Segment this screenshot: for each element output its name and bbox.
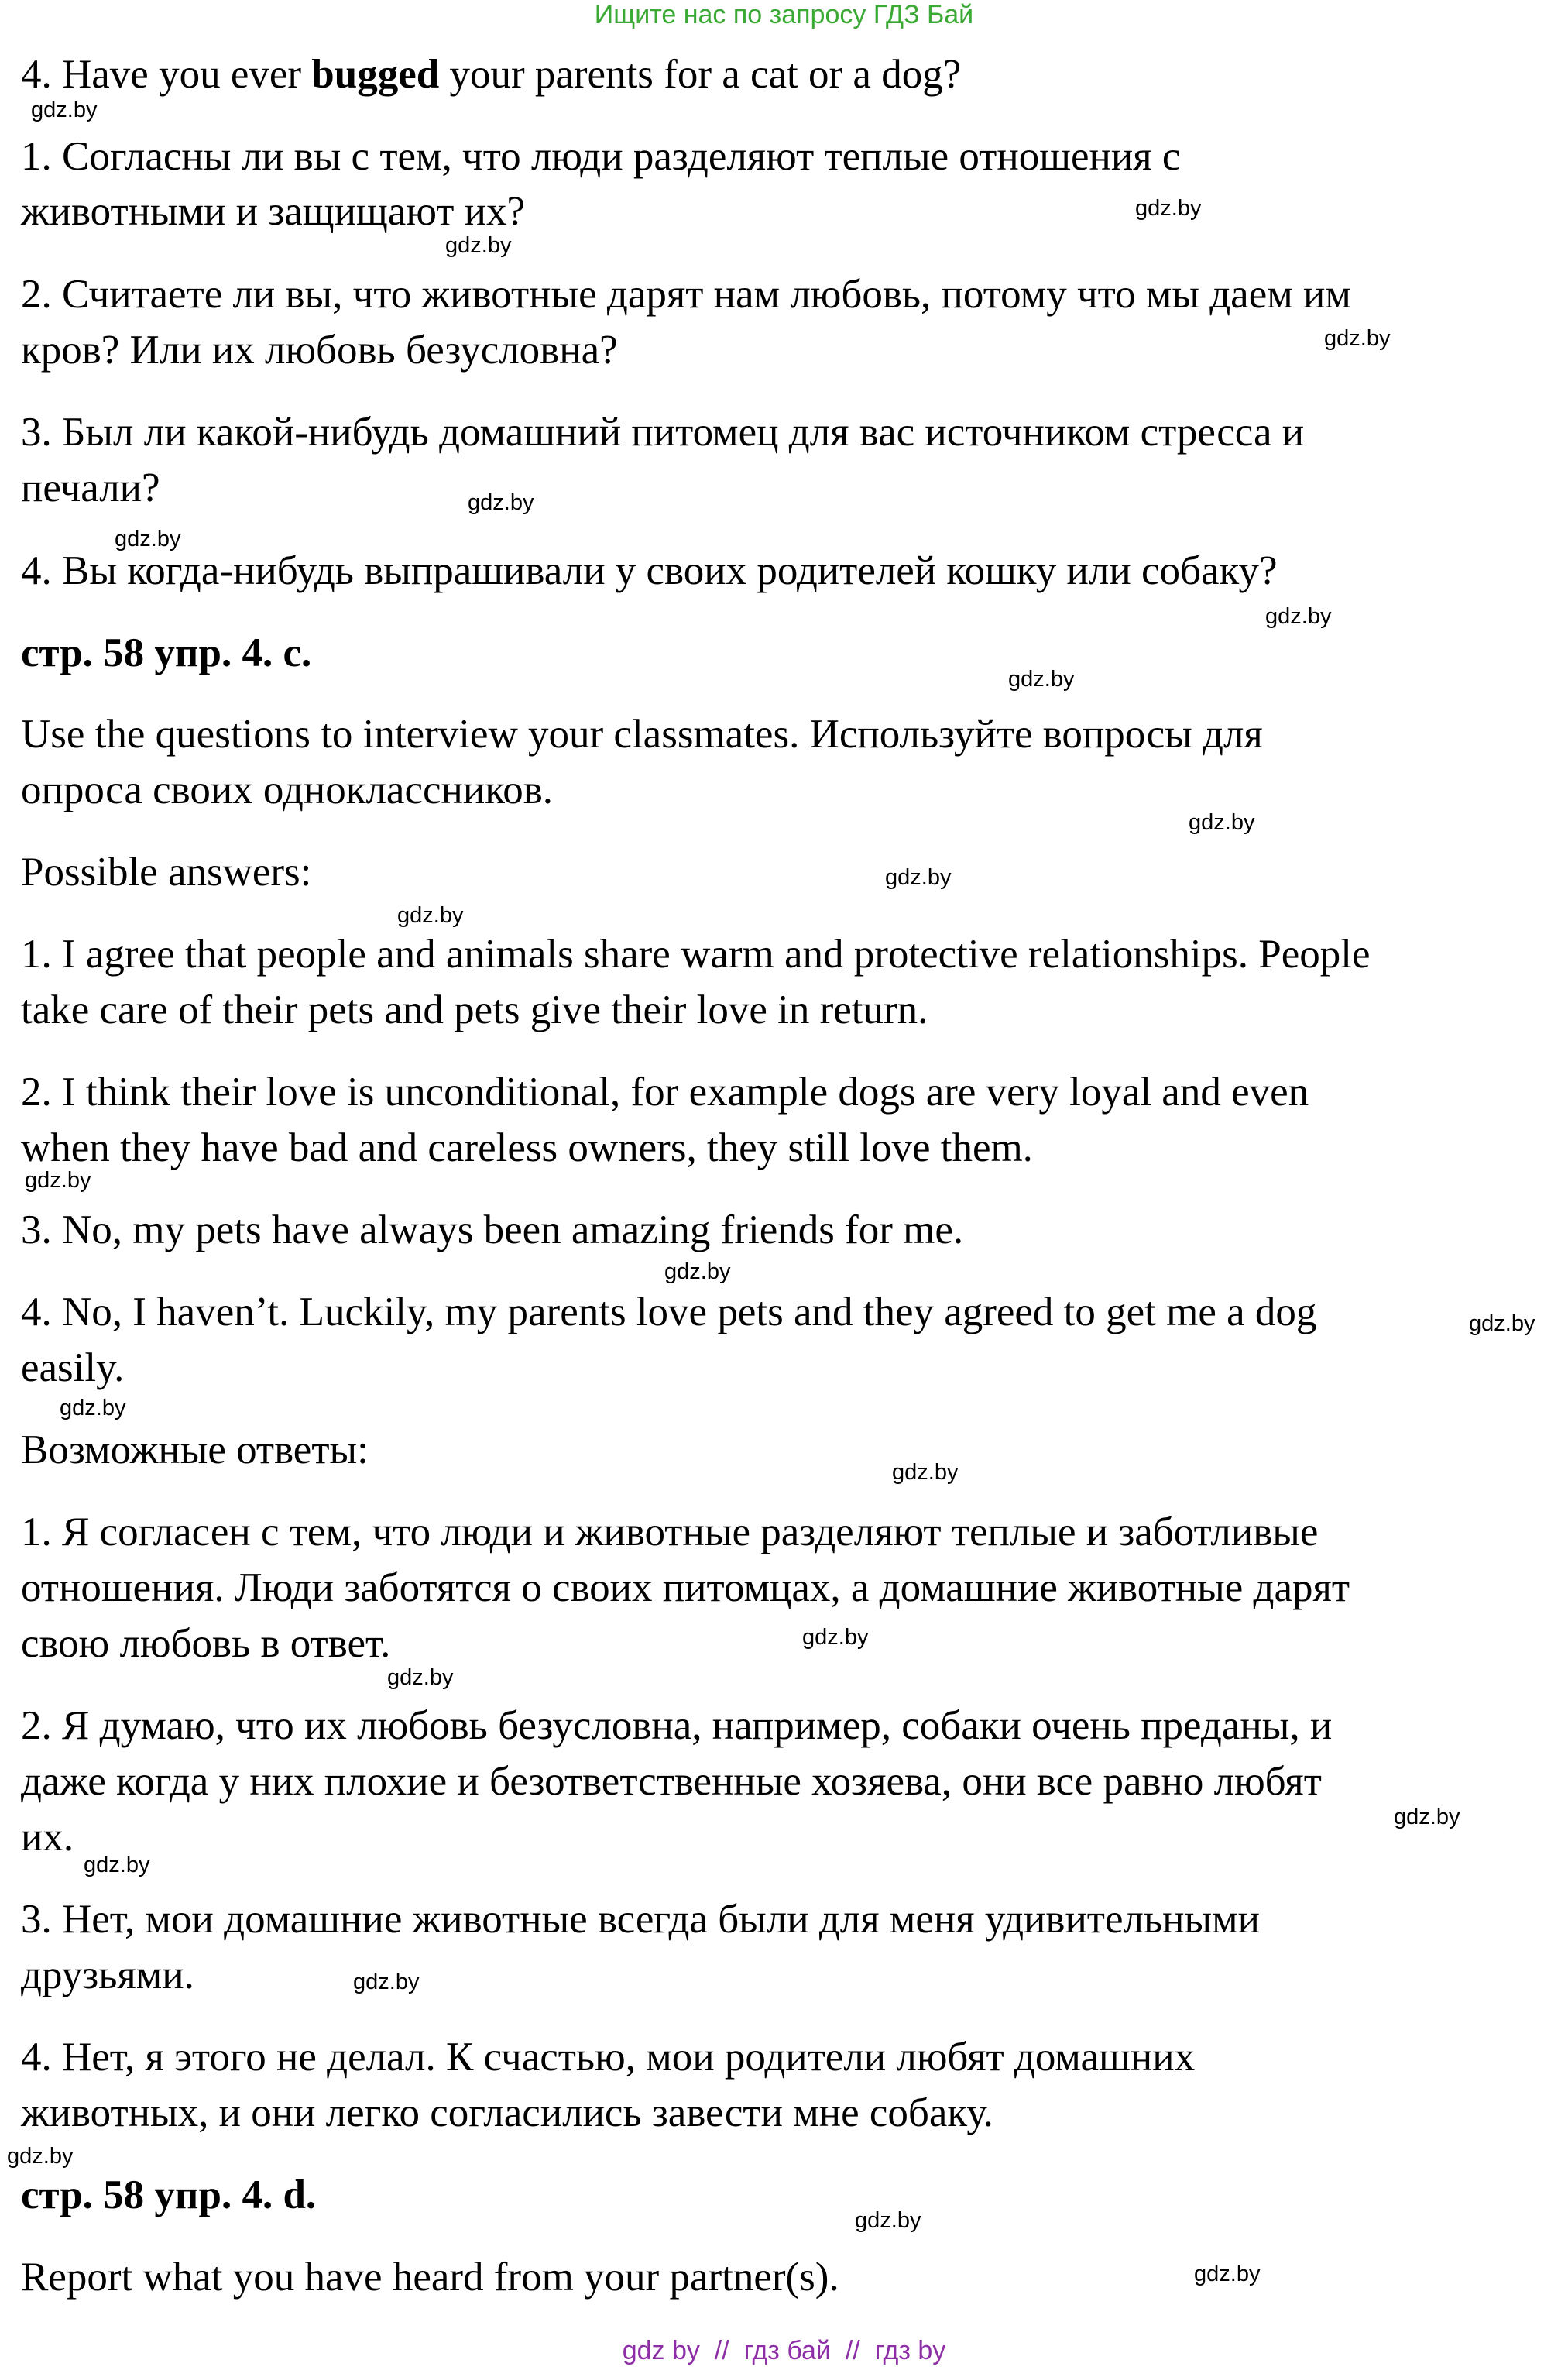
bold-word: bugged <box>311 52 440 97</box>
question-ru-2-line-2: кров? Или их любовь безусловна? <box>21 328 618 373</box>
answer-en-3-line-1: 3. No, my pets have always been amazing friends for me. <box>21 1207 964 1252</box>
watermark: gdz.by <box>115 527 181 551</box>
watermark: gdz.by <box>31 98 98 122</box>
answer-ru-3-line-2: друзьями. <box>21 1953 194 1997</box>
question-text: 4. Have you ever <box>21 52 312 97</box>
question-ru-1-line-2: животными и защищают их? <box>21 189 526 234</box>
possible-answers-ru-label: Возможные ответы: <box>21 1427 369 1472</box>
task-c-line-1: Use the questions to interview your classmates. Используйте вопросы для <box>21 712 1263 757</box>
answer-ru-2-line-1: 2. Я думаю, что их любовь безусловна, например, собаки очень преданы, и <box>21 1703 1333 1748</box>
answer-ru-1-line-1: 1. Я согласен с тем, что люди и животные разделяют теплые и заботливые <box>21 1510 1319 1554</box>
watermark: gdz.by <box>892 1460 959 1485</box>
answer-ru-4-line-2: животных, и они легко согласились завести мне собаку. <box>21 2090 993 2135</box>
answer-ru-1-line-2: отношения. Люди заботятся о своих питомцах, а домашние животные дарят <box>21 1565 1350 1610</box>
question-ru-3-line-1: 3. Был ли какой-нибудь домашний питомец для вас источником стресса и <box>21 410 1305 455</box>
watermark: gdz.by <box>25 1168 91 1193</box>
watermark: gdz.by <box>1324 326 1391 351</box>
answer-en-1-line-2: take care of their pets and pets give their love in return. <box>21 988 928 1032</box>
top-banner[interactable]: Ищите нас по запросу ГДЗ Бай <box>594 0 974 29</box>
watermark: gdz.by <box>84 1853 150 1877</box>
watermark: gdz.by <box>1189 810 1255 835</box>
question-ru-3-line-2: печали? <box>21 465 160 510</box>
answer-en-4-line-2: easily. <box>21 1345 125 1390</box>
watermark: gdz.by <box>387 1665 454 1690</box>
watermark: gdz.by <box>664 1259 731 1284</box>
watermark: gdz.by <box>397 903 464 928</box>
answer-en-2-line-1: 2. I think their love is unconditional, for example dogs are very loyal and even <box>21 1070 1309 1115</box>
possible-answers-label: Possible answers: <box>21 850 312 895</box>
question-ru-4-line-1: 4. Вы когда-нибудь выпрашивали у своих родителей кошку или собаку? <box>21 548 1278 593</box>
bottom-banner[interactable] <box>0 2336 1568 2367</box>
question-text: your parents for a cat or a dog? <box>439 52 962 97</box>
task-c-line-2: опроса своих одноклассников. <box>21 768 554 812</box>
section-heading-d: стр. 58 упр. 4. d. <box>21 2172 317 2217</box>
answer-en-1-line-1: 1. I agree that people and animals share warm and protective relationships. People <box>21 932 1371 977</box>
question-ru-2-line-1: 2. Считаете ли вы, что животные дарят нам любовь, потому что мы даем им <box>21 272 1351 317</box>
answer-en-2-line-2: when they have bad and careless owners, they still love them. <box>21 1125 1033 1170</box>
watermark: gdz.by <box>802 1625 869 1650</box>
watermark: gdz.by <box>855 2208 921 2233</box>
question-en-4 <box>21 51 961 98</box>
watermark: gdz.by <box>445 233 512 258</box>
answer-ru-3-line-1: 3. Нет, мои домашние животные всегда были для меня удивительными <box>21 1897 1260 1942</box>
watermark: gdz.by <box>1469 1311 1535 1336</box>
watermark: gdz.by <box>7 2144 74 2169</box>
footer-text: gdz by // гдз бай // гдз by <box>622 2336 946 2365</box>
watermark: gdz.by <box>1265 604 1332 629</box>
section-heading-c: стр. 58 упр. 4. c. <box>21 630 312 675</box>
watermark: gdz.by <box>1135 196 1202 221</box>
watermark: gdz.by <box>1008 667 1075 692</box>
answer-ru-1-line-3: свою любовь в ответ. <box>21 1621 391 1666</box>
task-d-line-1: Report what you have heard from your partner(s). <box>21 2255 839 2300</box>
answer-ru-4-line-1: 4. Нет, я этого не делал. К счастью, мои родители любят домашних <box>21 2035 1196 2080</box>
watermark: gdz.by <box>468 490 534 515</box>
watermark: gdz.by <box>885 865 952 890</box>
answer-ru-2-line-2: даже когда у них плохие и безответственные хозяева, они все равно любят <box>21 1759 1322 1804</box>
answer-en-4-line-1: 4. No, I haven’t. Luckily, my parents love pets and they agreed to get me a dog <box>21 1290 1317 1334</box>
question-ru-1-line-1: 1. Согласны ли вы с тем, что люди разделяют теплые отношения с <box>21 134 1181 179</box>
watermark: gdz.by <box>353 1970 420 1994</box>
watermark: gdz.by <box>1194 2262 1261 2286</box>
watermark: gdz.by <box>60 1396 126 1420</box>
watermark: gdz.by <box>1394 1805 1460 1829</box>
answer-ru-2-line-3: их. <box>21 1815 74 1860</box>
